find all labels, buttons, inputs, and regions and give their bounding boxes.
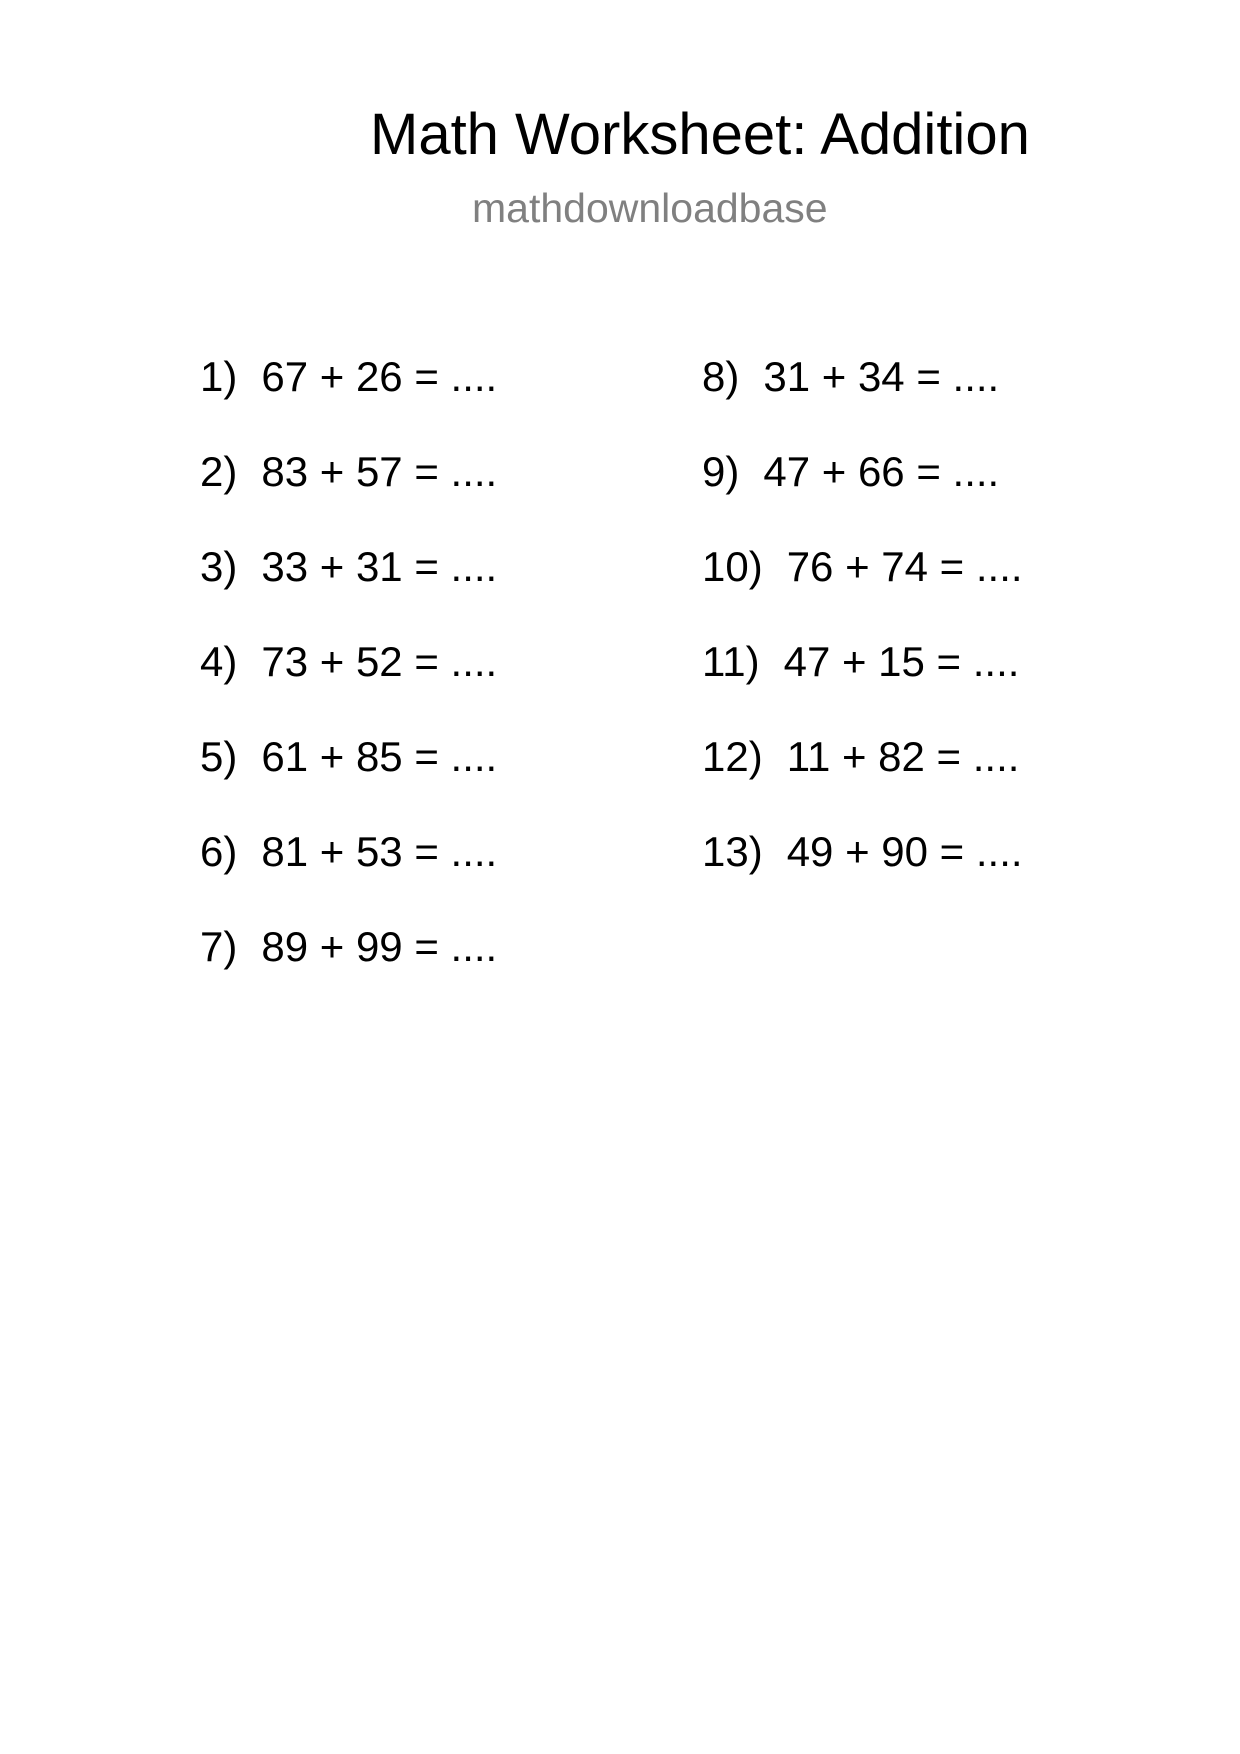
problem-item [702,730,1023,825]
problem-item [200,350,497,445]
problem-expression: 61 + 85 = .... [261,733,498,780]
problem-item [200,540,497,635]
problem-expression: 89 + 99 = .... [261,923,498,970]
problem-expression: 33 + 31 = .... [261,543,498,590]
problem-number: 3) [200,543,238,590]
page-title: Math Worksheet: Addition [370,102,1030,167]
problem-expression: 67 + 26 = .... [261,353,498,400]
problem-expression: 47 + 15 = .... [783,638,1020,685]
problem-number: 11) [702,638,760,685]
problem-expression: 47 + 66 = .... [763,448,1000,495]
problem-number: 1) [200,353,238,400]
problem-item [702,540,1023,635]
problem-expression: 11 + 82 = .... [786,733,1020,780]
problem-number: 4) [200,638,238,685]
problem-expression: 76 + 74 = .... [786,543,1023,590]
problem-item [702,635,1023,730]
problem-item [200,445,497,540]
problem-expression: 73 + 52 = .... [261,638,498,685]
problem-number: 8) [702,353,740,400]
problem-item [200,730,497,825]
page-subtitle: mathdownloadbase [472,185,828,231]
problem-number: 12) [702,733,763,780]
problem-item [200,825,497,920]
problem-item [702,445,1023,540]
problem-number: 7) [200,923,238,970]
problem-number: 13) [702,828,763,875]
problem-item [702,350,1023,445]
problem-number: 6) [200,828,238,875]
problem-number: 10) [702,543,763,590]
problem-item [200,635,497,730]
problem-list-right [702,350,1023,920]
problem-expression: 83 + 57 = .... [261,448,498,495]
problem-number: 2) [200,448,238,495]
problem-expression: 49 + 90 = .... [786,828,1023,875]
problem-item [200,920,497,1015]
problem-number: 9) [702,448,740,495]
problem-number: 5) [200,733,238,780]
problem-item [702,825,1023,920]
problem-expression: 31 + 34 = .... [763,353,1000,400]
problem-list-left [200,350,497,1015]
problem-expression: 81 + 53 = .... [261,828,498,875]
